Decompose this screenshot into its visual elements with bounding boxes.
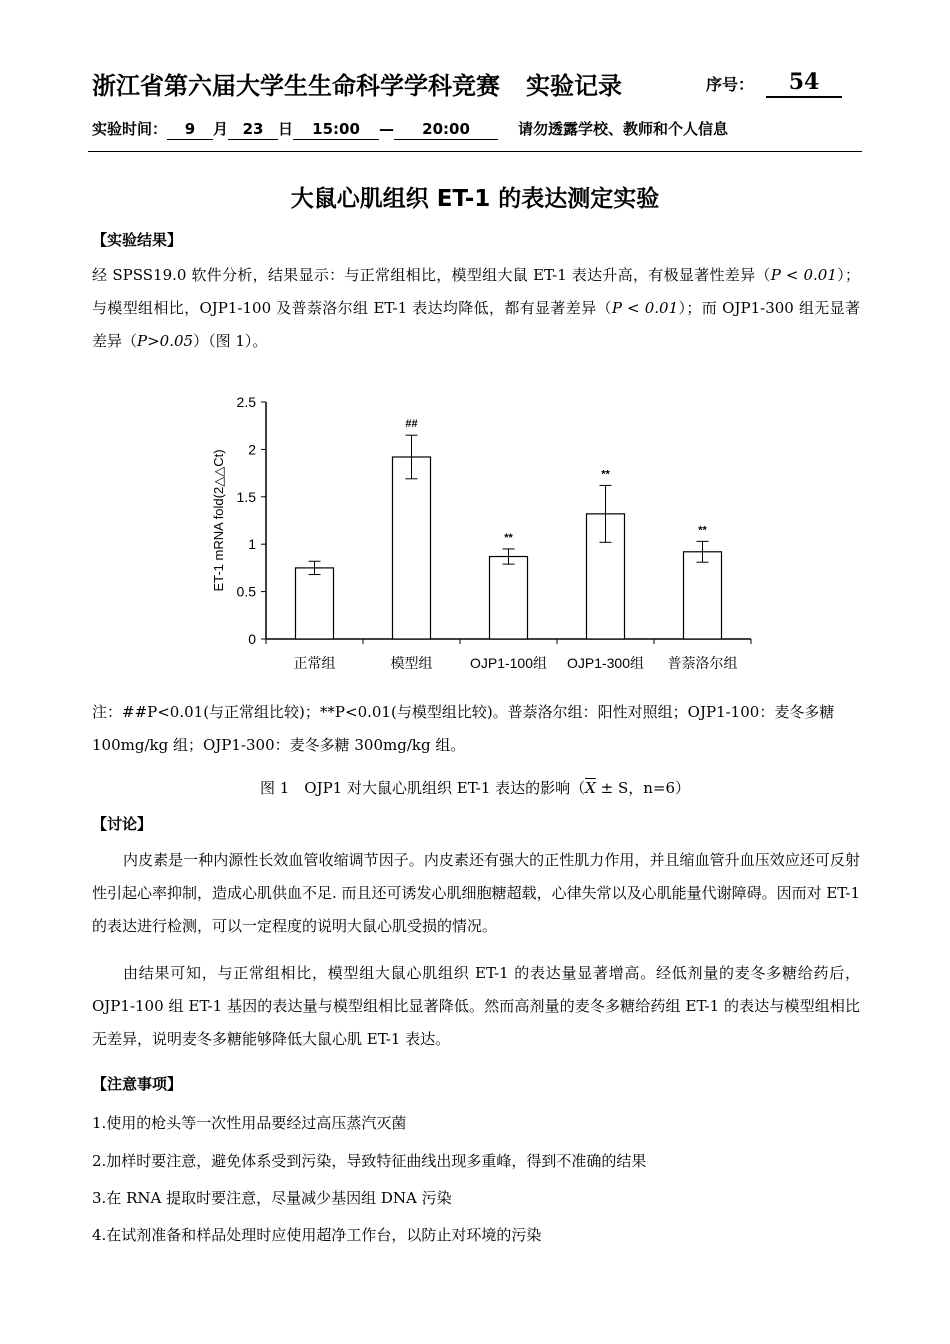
discussion-paragraph: 由结果可知，与正常组相比，模型组大鼠心肌组织 ET-1 的表达量显著增高。经低剂量的麦冬多糖给药后，OJP1-100 组 ET-1 基因的表达量与模型组相比显著降低。然而高剂量的麦冬多糖给药组 ET-1 的表达与模型组相比无差异，说明麦冬多糖能够降低大鼠心肌 ET-1 表达。 [92,964,860,1048]
x-tick-label: OJP1-300组 [566,655,645,671]
competition-title [92,66,622,101]
privacy-notice: 请勿透露学校、教师和个人信息 [518,120,729,138]
p-value: P < 0.01 [770,266,837,284]
discussion-paragraph: 内皮素是一种内源性长效血管收缩调节因子。内皮素还有强大的正性肌力作用，并且缩血管升血压效应还可反射性引起心率抑制，造成心肌供血不足. 而且还可诱发心肌细胞糖超载，心律失常以及心肌能量代谢障碍。因而对 ET-1 的表达进行检测，可以一定程度的说明大鼠心肌受损的情况。 [92,851,860,935]
list-item: 4.在试剂准备和样品处理时应使用超净工作台，以防止对环境的污染 [92,1226,542,1244]
x-tick-label: OJP1-100组 [469,655,548,671]
x-tick-label: 模型组 [390,655,433,671]
results-paragraph: 经 SPSS19.0 软件分析，结果显示：与正常组相比，模型组大鼠 ET-1 表达升高，有极显著性差异（P < 0.01）；与模型组相比，OJP1-100 及普萘洛尔组 ET-1 表达均降低，都有显著差异（P < 0.01）；而 OJP1-300 组无显著差异（P>0.05）（图 1）。 [92,266,860,350]
discussion-heading: 【讨论】 [92,815,153,833]
figure-note [92,696,860,762]
list-item: 2.加样时要注意，避免体系受到污染，导致特征曲线出现多重峰，得到不准确的结果 [92,1152,647,1170]
document-title: 大鼠心肌组织 ET-1 的表达测定实验 [290,186,660,212]
day-unit: 日 [278,120,294,138]
results-heading: 【实验结果】 [92,231,183,249]
significance-label: ** [601,468,610,481]
y-tick-label: 1.5 [236,488,256,505]
x-tick-label: 普萘洛尔组 [667,655,738,671]
y-tick-label: 2 [248,441,256,458]
time-label: 实验时间： [92,120,168,138]
end-time: 20:00 [394,119,498,140]
list-item: 3.在 RNA 提取时要注意，尽量减少基因组 DNA 污染 [92,1189,452,1207]
significance-label: ** [504,531,513,544]
note-line: 注：##P<0.01(与正常组比较)；**P<0.01(与模型组比较)。普萘洛尔组：阳性对照组；OJP1-100：麦冬多糖 [92,703,835,721]
y-axis-label: ET-1 mRNA fold(2△△Ct) [211,449,226,592]
month-unit: 月 [213,120,229,138]
note-line: 100mg/kg 组；OJP1-300：麦冬多糖 300mg/kg 组。 [92,736,466,754]
month-value: 9 [167,119,213,140]
notes-heading: 【注意事项】 [92,1075,183,1093]
header-divider [88,151,862,152]
p-value: P>0.05 [137,332,194,350]
record-label: 实验记录 [526,72,622,100]
y-tick-label: 1 [248,536,256,553]
y-tick-label: 0.5 [236,583,256,600]
bar [490,557,528,639]
list-item: 1.使用的枪头等一次性用品要经过高压蒸汽灭菌 [92,1114,407,1132]
day-value: 23 [228,119,278,140]
figure-caption: 图 1 OJP1 对大鼠心肌组织 ET-1 表达的影响（$\overline{X} \pm S$，n=6） [259,779,691,797]
bar-chart [196,386,766,678]
seq-number: 54 [766,68,842,98]
bar [296,568,334,639]
x-tick-label: 正常组 [293,655,336,671]
mean-symbol: $\overline{X}$ [585,779,596,797]
p-value: P < 0.01 [611,299,679,317]
competition-name: 浙江省第六届大学生生命科学学科竞赛 [92,72,500,100]
experiment-time [92,118,728,140]
significance-label: ## [405,418,418,431]
significance-label: ** [698,524,707,537]
bar [393,457,431,639]
y-tick-label: 0 [248,631,256,647]
bar [684,552,722,639]
seq-label: 序号： [706,75,755,94]
time-dash: — [379,120,395,138]
start-time: 15:00 [293,119,379,140]
y-tick-label: 2.5 [236,394,256,410]
